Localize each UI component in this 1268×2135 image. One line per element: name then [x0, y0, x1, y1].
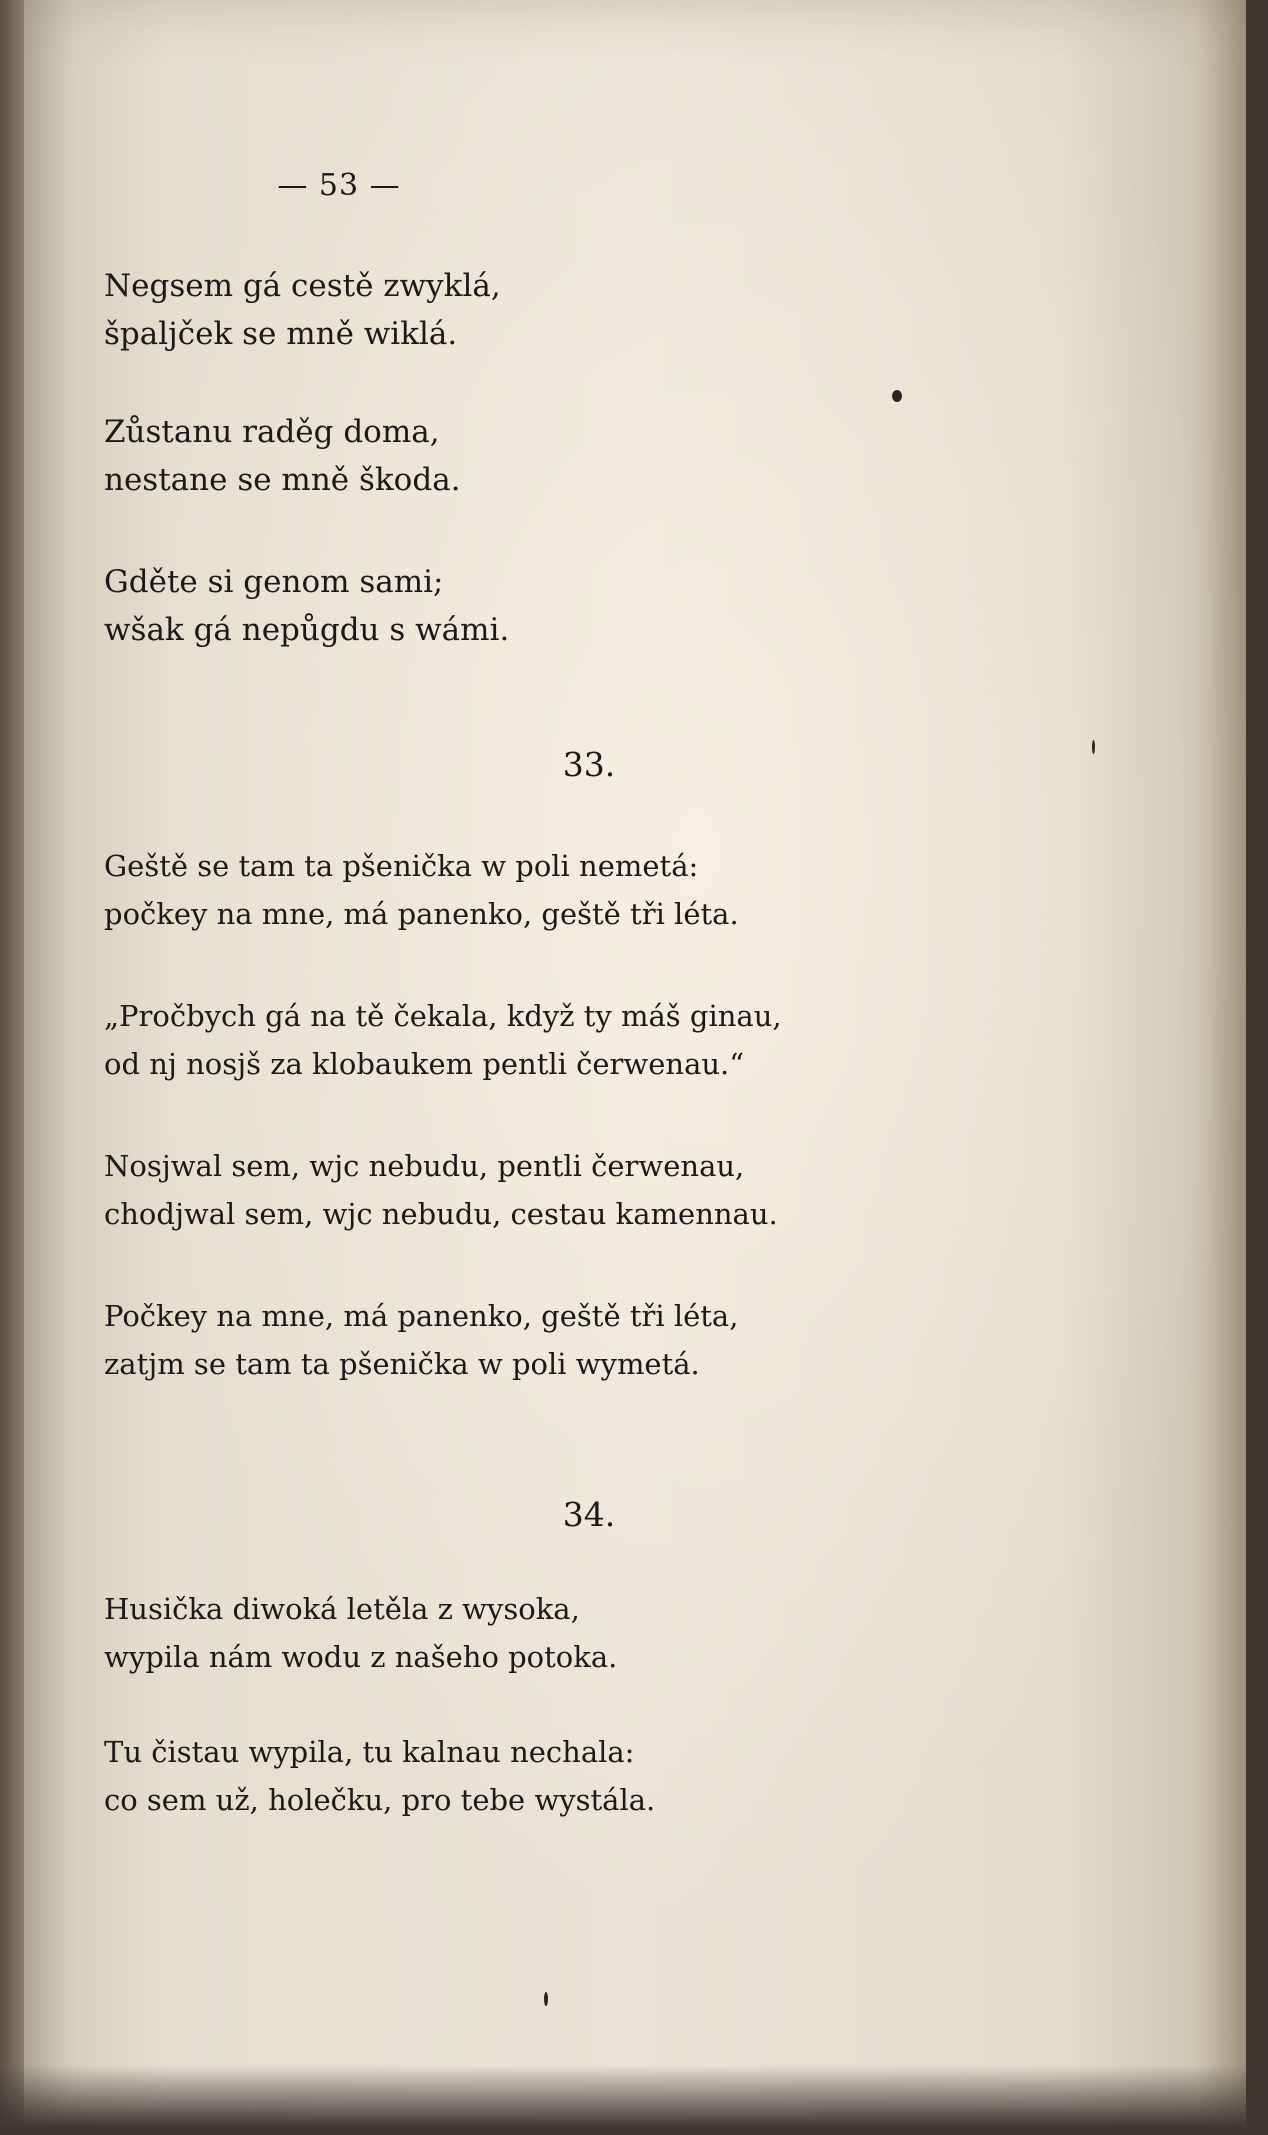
stanza [104, 1292, 738, 1388]
verse-line: „Pročbych gá na tě čekala, když ty máš ginau, [104, 999, 782, 1033]
verse-line: Počkey na mne, má panenko, geště tři léta, [104, 1299, 739, 1333]
stanza [104, 1728, 655, 1824]
verse-line: špaljček se mně wiklá. [104, 316, 458, 352]
verse-line: nestane se mně škoda. [104, 462, 461, 498]
verse-line: od nj nosjš za klobaukem pentli čerwenau.“ [104, 1047, 745, 1081]
verse-line: wypila nám wodu z našeho potoka. [104, 1640, 618, 1674]
stanza [104, 262, 501, 358]
verse-line: Husička diwoká letěla z wysoka, [104, 1592, 580, 1626]
verse-line: Zůstanu raděg doma, [104, 414, 440, 450]
song-number: 34. [562, 1495, 616, 1534]
page-number: — 53 — [277, 168, 401, 203]
stanza [104, 408, 461, 504]
verse-line: Negsem gá cestě zwyklá, [104, 268, 501, 304]
ink-speck [544, 1992, 548, 2006]
verse-line: Tu čistau wypila, tu kalnau nechala: [104, 1735, 635, 1769]
verse-line: Gděte si genom sami; [104, 564, 444, 600]
stanza [104, 558, 509, 654]
verse-line: Geště se tam ta pšenička w poli nemetá: [104, 849, 699, 883]
page-edge-bottom [0, 2065, 1268, 2135]
song-number: 33. [562, 745, 616, 784]
ink-speck [892, 390, 902, 402]
stanza [104, 842, 739, 938]
verse-line: co sem už, holečku, pro tebe wystála. [104, 1783, 656, 1817]
paper-page [24, 0, 1246, 2135]
stanza [104, 1142, 778, 1238]
verse-line: chodjwal sem, wjc nebudu, cestau kamennau. [104, 1197, 778, 1231]
verse-line: wšak gá nepůgdu s wámi. [104, 612, 510, 648]
ink-speck [1092, 740, 1095, 754]
verse-line: Nosjwal sem, wjc nebudu, pentli čerwenau, [104, 1149, 745, 1183]
verse-line: zatjm se tam ta pšenička w poli wymetá. [104, 1347, 700, 1381]
stanza [104, 1585, 617, 1681]
stanza [104, 992, 782, 1088]
verse-line: počkey na mne, má panenko, geště tři léta. [104, 897, 739, 931]
